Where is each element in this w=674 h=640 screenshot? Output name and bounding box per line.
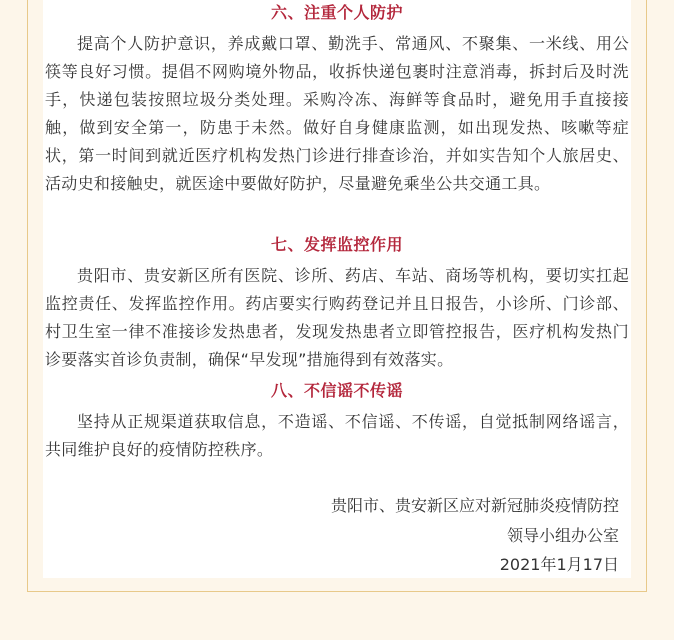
section-paragraph: 提高个人防护意识，养成戴口罩、勤洗手、常通风、不聚集、一米线、用公筷等良好习惯。提倡不网购境外物品，收拆快递包裹时注意消毒，拆封后及时洗手，快递包装按照垃圾分类处理。采购冷冻、海鲜等食品时，避免用手直接接触，做到安全第一，防患于未然。做好自身健康监测，如出现发热、咳嗽等症状，第一时间到就近医疗机构发热门诊进行排查诊治，并如实告知个人旅居史、活动史和接触史，就医途中要做好防护，尽量避免乘坐公共交通工具。 [45, 34, 629, 193]
article-body [43, 0, 631, 578]
signature-office: 领导小组办公室 [506, 526, 619, 545]
section-heading: 八、不信谣不传谣 [270, 381, 403, 400]
section-paragraph: 坚持从正规渠道获取信息，不造谣、不信谣、不传谣，自觉抵制网络谣言，共同维护良好的疫情防控秩序。 [45, 412, 629, 459]
section-paragraph: 贵阳市、贵安新区所有医院、诊所、药店、车站、商场等机构，要切实扛起监控责任、发挥监控作用。药店要实行购药登记并且日报告，小诊所、门诊部、村卫生室一律不准接诊发热患者，发现发热患者立即管控报告，医疗机构发热门诊要落实首诊负责制，确保“早发现”措施得到有效落实。 [45, 266, 629, 369]
section-personal-protection [43, 2, 631, 198]
section-rumors [43, 380, 631, 464]
section-heading: 六、注重个人防护 [270, 3, 403, 22]
signature-date: 2021年1月17日 [499, 555, 619, 574]
signature-organization: 贵阳市、贵安新区应对新冠肺炎疫情防控 [330, 496, 619, 515]
section-monitoring [43, 234, 631, 374]
section-heading: 七、发挥监控作用 [270, 235, 403, 254]
